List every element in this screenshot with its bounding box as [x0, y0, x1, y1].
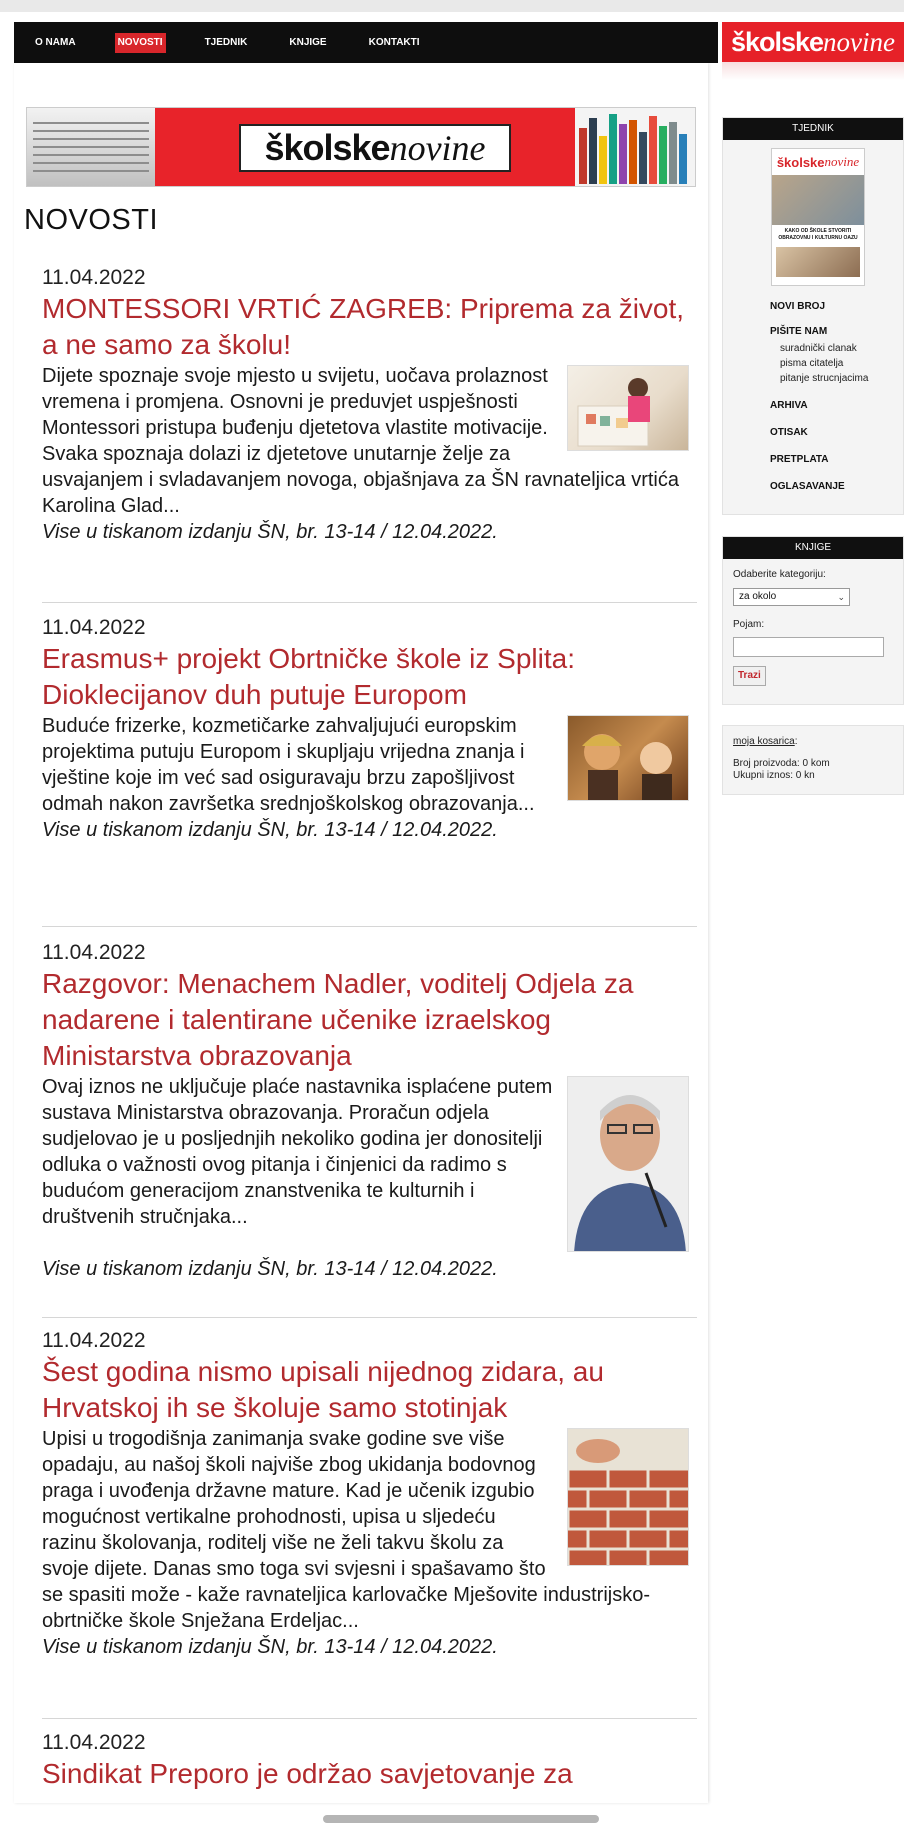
cover-logo-bold: školske	[776, 154, 825, 170]
nav-item-o-nama[interactable]: O NAMA	[35, 36, 76, 48]
article-source: Vise u tiskanom izdanju ŠN, br. 13-14 / 12.04.2022.	[42, 521, 498, 543]
sidebar-sublink-pitanje-strucnjacima[interactable]: pitanje strucnjacima	[780, 373, 869, 384]
banner-logo	[239, 124, 511, 172]
article-title-link[interactable]: Šest godina nismo upisali nijednog zidara, au Hrvatskoj ih se školuje samo stotinjak	[42, 1356, 604, 1423]
bricklaying-image	[568, 1429, 689, 1566]
nav-item-knjige[interactable]: KNJIGE	[289, 36, 327, 48]
man-portrait-image	[568, 1077, 689, 1252]
cart-link-colon: :	[794, 736, 798, 747]
sidebar-link-arhiva[interactable]: ARHIVA	[770, 400, 808, 411]
article-thumbnail[interactable]	[567, 1076, 689, 1252]
category-label: Odaberite kategoriju:	[733, 569, 826, 580]
top-nav	[14, 22, 718, 63]
article-item	[42, 1328, 697, 1660]
search-button[interactable]: Trazi	[733, 666, 766, 686]
page-title: NOVOSTI	[24, 204, 159, 236]
article-title-link[interactable]: Sindikat Preporo je održao savjetovanje za	[42, 1758, 573, 1789]
article-summary: Dijete spoznaje svoje mjesto u svijetu, uočava prolaznost vremena i promjena. Osnovni je preduvjet uspješnosti Montessori pristupa buđenju djetetova vlastite motivacije. Svaka spoznaja dolazi iz djetetove unutarnje želje za usvajanjem i svladavanjem novoga, objašnjava za ŠN ravnateljica vrtića Karolina Glad...	[42, 365, 679, 517]
cart-count: Broj proizvoda: 0 kom	[733, 758, 830, 769]
cart-total: Ukupni iznos: 0 kn	[733, 770, 815, 781]
article-date: 11.04.2022	[42, 1731, 146, 1754]
article-title-link[interactable]: MONTESSORI VRTIĆ ZAGREB: Priprema za život, a ne samo za školu!	[42, 293, 685, 360]
term-input[interactable]	[733, 637, 884, 657]
main-content	[14, 63, 708, 1803]
logo-text-italic: novine	[823, 26, 896, 57]
sidebar-link-oglasavanje[interactable]: OGLASAVANJE	[770, 481, 845, 492]
sidebar-link-otisak[interactable]: OTISAK	[770, 427, 808, 438]
tjednik-heading: TJEDNIK	[723, 118, 903, 140]
article-item	[42, 615, 697, 843]
article-thumbnail[interactable]	[567, 365, 689, 451]
article-summary: Buduće frizerke, kozmetičarke zahvaljujući europskim projektima putuju Europom i skupljaju vrijedna znanja i vještine koje im već sad osiguravaju brzu zapošljivost odmah nakon završetka srednjoškolskog obrazovanja...	[42, 715, 535, 815]
article-thumbnail[interactable]	[567, 1428, 689, 1566]
child-montessori-image	[568, 366, 689, 451]
article-item	[42, 1730, 697, 1792]
article-item	[42, 940, 697, 1282]
article-title-link[interactable]: Razgovor: Menachem Nadler, voditelj Odjela za nadarene i talentirane učenike izraelskog Ministarstva obrazovanja	[42, 968, 634, 1071]
logo-text-bold: školske	[730, 26, 824, 57]
banner-logo-bold: školske	[264, 127, 390, 168]
nav-item-tjednik[interactable]: TJEDNIK	[204, 36, 248, 48]
sidebar-logo[interactable]	[722, 22, 904, 62]
cart-panel	[722, 725, 904, 795]
term-label: Pojam:	[733, 619, 765, 630]
sidebar-sublink-suradnicki-clanak[interactable]: suradnički clanak	[780, 343, 857, 354]
article-date: 11.04.2022	[42, 616, 146, 639]
tjednik-cover-image[interactable]	[771, 148, 865, 286]
article-item	[42, 265, 697, 545]
cover-headline: KAKO OD ŠKOLE STVORITI OBRAZOVNU I KULTURNU OAZU	[778, 228, 858, 241]
category-select[interactable]	[733, 588, 850, 606]
knjige-heading: KNJIGE	[723, 537, 903, 559]
cart-link[interactable]: moja kosarica	[733, 736, 795, 747]
article-divider	[42, 1718, 697, 1719]
cover-photo-2	[776, 247, 860, 277]
header-banner[interactable]	[26, 107, 696, 187]
status-bar	[0, 0, 904, 12]
logo-reflection	[722, 62, 904, 80]
sidebar-sublink-pisma-citatelja[interactable]: pisma citatelja	[780, 358, 844, 369]
tjednik-panel	[722, 117, 904, 515]
article-date: 11.04.2022	[42, 266, 146, 289]
cover-logo-italic: novine	[824, 154, 860, 169]
chevron-down-icon: ⌄	[837, 592, 845, 602]
home-indicator[interactable]	[323, 1815, 599, 1823]
banner-logo-italic: novine	[389, 128, 486, 168]
sidebar-link-pisite-nam[interactable]: PIŠITE NAM	[770, 326, 828, 337]
article-summary: Upisi u trogodišnja zanimanja svake godine sve više opadaju, au našoj školi najviše zbog ukidanja bodovnog praga i uvođenja državne mature. Kad je učenik izgubio mogućnost vertikalne prohodnosti, upisa u sljedeću razinu školovanja, roditelj više ne želi takvu školu za svoje dijete. Danas smo toga svi svjesni i spašavamo što se spasiti može - kaže ravnateljica karlovačke Mješovite industrijsko-obrtničke škole Snježana Erdeljac...	[42, 1428, 651, 1632]
article-divider	[42, 602, 697, 603]
article-source: Vise u tiskanom izdanju ŠN, br. 13-14 / 12.04.2022.	[42, 819, 498, 841]
cover-photo	[772, 175, 864, 225]
article-divider	[42, 926, 697, 927]
article-summary: Ovaj iznos ne uključuje plaće nastavnika isplaćene putem sustava Ministarstva obrazovanja. Proračun odjela sudjelovao je u posljednjih nekoliko godina jer donositelji odluka o važnosti ovog pitanja i činjenici da radimo s budućom generacijom znanstvenika te kulturnih i društvenih stručnjaka...	[42, 1076, 553, 1228]
nav-item-kontakti[interactable]: KONTAKTI	[368, 36, 420, 48]
bookshelf-image	[575, 108, 695, 187]
hairdresser-image	[568, 716, 689, 801]
sidebar-link-pretplata[interactable]: PRETPLATA	[770, 454, 829, 465]
nav-item-novosti[interactable]: NOVOSTI	[115, 33, 166, 53]
article-date: 11.04.2022	[42, 1329, 146, 1352]
article-source: Vise u tiskanom izdanju ŠN, br. 13-14 / 12.04.2022.	[42, 1636, 498, 1658]
article-thumbnail[interactable]	[567, 715, 689, 801]
sidebar-link-novi-broj[interactable]: NOVI BROJ	[770, 301, 826, 312]
knjige-panel	[722, 536, 904, 705]
article-title-link[interactable]: Erasmus+ projekt Obrtničke škole iz Splita: Dioklecijanov duh putuje Europom	[42, 643, 575, 710]
article-date: 11.04.2022	[42, 941, 146, 964]
newspaper-stack-image	[27, 108, 155, 187]
article-source: Vise u tiskanom izdanju ŠN, br. 13-14 / 12.04.2022.	[42, 1258, 498, 1280]
category-select-value: za okolo	[739, 591, 777, 602]
article-divider	[42, 1317, 697, 1318]
